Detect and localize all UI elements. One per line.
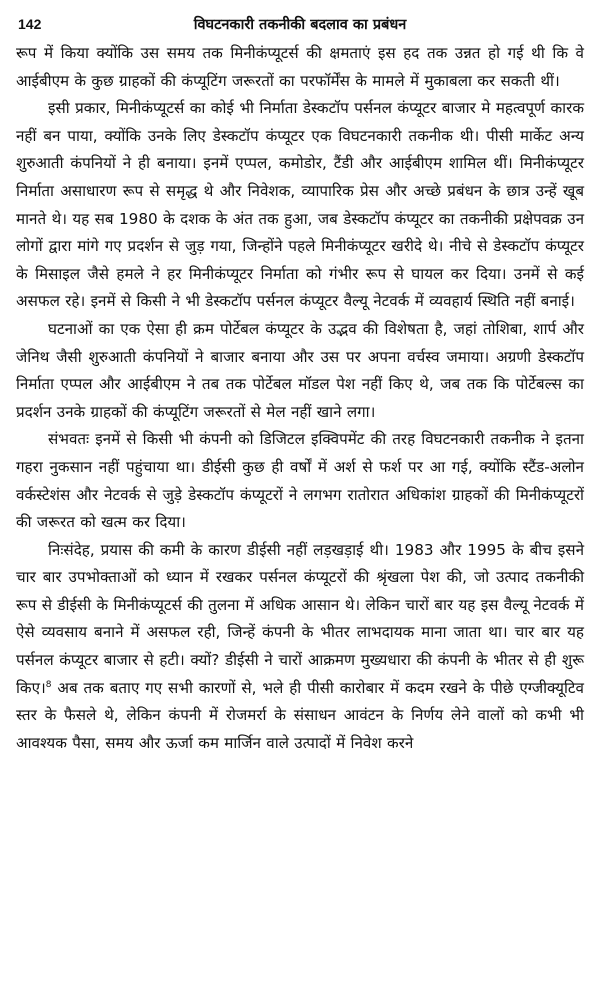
- paragraph-2: इसी प्रकार, मिनीकंप्यूटर्स का कोई भी निर्माता डेस्कटॉप पर्सनल कंप्यूटर बाजार मे महत्वपूर्ण कारक नहीं बन पाया, क्योंकि उनके लिए डेस्कटॉप कंप्यूटर एक विघटनकारी तकनीक थी। पीसी मार्केट अन्य शुरुआती कंपनियों ने ही बनाया। इनमें एप्पल, कमोडोर, टैंडी और आईबीएम शामिल थीं। मिनीकंप्यूटर निर्माता असाधारण रूप से समृद्ध थे और निवेशक, व्यापारिक प्रेस और अच्छे प्रबंधन के छात्र उन्हें खूब मानते थे। यह सब 1980 के दशक के अंत तक हुआ, जब डेस्कटॉप कंप्यूटर का तकनीकी प्रक्षेपवक्र उन लोगों द्वारा मांगे गए प्रदर्शन से जुड़ गया, जिन्होंने पहले मिनीकंप्यूटर खरीदे थे। नीचे से डेस्कटॉप कंप्यूटर के मिसाइल जैसे हमले ने हर मिनीकंप्यूटर निर्माता को गंभीर रूप से घायल कर दिया। उनमें से कई असफल रहे। इनमें से किसी ने भी डेस्कटॉप पर्सनल कंप्यूटर वैल्यू नेटवर्क में व्यवहार्य स्थिति नहीं बनाई।: [16, 99, 584, 311]
- paragraph-5-text: निःसंदेह, प्रयास की कमी के कारण डीईसी नहीं लड़खड़ाई थी। 1983 और 1995 के बीच इसने चार बार उपभोक्ताओं को ध्यान में रखकर पर्सनल कंप्यूटरों की श्रृंखला पेश की, जो उत्पाद तकनीकी रूप से डीईसी के मिनीकंप्यूटर्स की तुलना में अधिक आसान थे। लेकिन चारों बार यह इस वैल्यू नेटवर्क में ऐसे व्यवसाय बनाने में असफल रही, जिन्हें कंपनी के भीतर लाभदायक माना जाता था। चार बार यह पर्सनल कंप्यूटर बाजार से हटी। क्यों? डीईसी ने चारों आक्रमण मुख्यधारा की कंपनी के भीतर से ही शुरू किए।: [16, 540, 584, 697]
- paragraph-4: संभवतः इनमें से किसी भी कंपनी को डिजिटल इक्विपमेंट की तरह विघटनकारी तकनीक ने इतना गहरा नुकसान नहीं पहुंचाया था। डीईसी कुछ ही वर्षों में अर्श से फर्श पर आ गई, क्योंकि स्टैंड-अलोन वर्कस्टेशंस और नेटवर्क से जुड़े डेस्कटॉप कंप्यूटरों ने लगभग रातोरात अधिकांश ग्राहकों की मिनीकंप्यूटरों की जरूरत को खत्म कर दिया।: [16, 430, 584, 532]
- footnote-marker: 8: [45, 679, 52, 690]
- page-header: [16, 10, 584, 40]
- paragraph-5-continuation: अब तक बताए गए सभी कारणों से, भले ही पीसी कारोबार में कदम रखने के पीछे एग्जीक्यूटिव स्तर के फैसले थे, लेकिन कंपनी में रोजमर्रा के संसाधन आवंटन के निर्णय लेने वालों को कभी भी आवश्यक पैसा, समय और ऊर्जा कम मार्जिन वाले उत्पादों में निवेश करने: [16, 678, 584, 752]
- paragraph-3: घटनाओं का एक ऐसा ही क्रम पोर्टेबल कंप्यूटर के उद्भव की विशेषता है, जहां तोशिबा, शार्प और जेनिथ जैसी शुरुआती कंपनियों ने बाजार बनाया और उस पर अपना वर्चस्व जमाया। अग्रणी डेस्कटॉप निर्माता एप्पल और आईबीएम ने तब तक पोर्टेबल मॉडल पेश नहीं किए थे, जब तक कि पोर्टेबल्स का प्रदर्शन उनके ग्राहकों की कंप्यूटिंग जरूरतों से मेल नहीं खाने लगा।: [16, 319, 584, 421]
- running-title: विघटनकारी तकनीकी बदलाव का प्रबंधन: [193, 17, 407, 33]
- paragraph-5: [16, 537, 584, 758]
- paragraph-1: रूप में किया क्योंकि उस समय तक मिनीकंप्यूटर्स की क्षमताएं इस हद तक उन्नत हो गई थी कि वे आईबीएम के कुछ ग्राहकों की कंप्यूटिंग जरूरतों का परफॉर्मेंस के मामले में मुकाबला कर सकती थीं।: [16, 44, 584, 90]
- body-text: [16, 40, 584, 757]
- page-number: 142: [18, 16, 42, 32]
